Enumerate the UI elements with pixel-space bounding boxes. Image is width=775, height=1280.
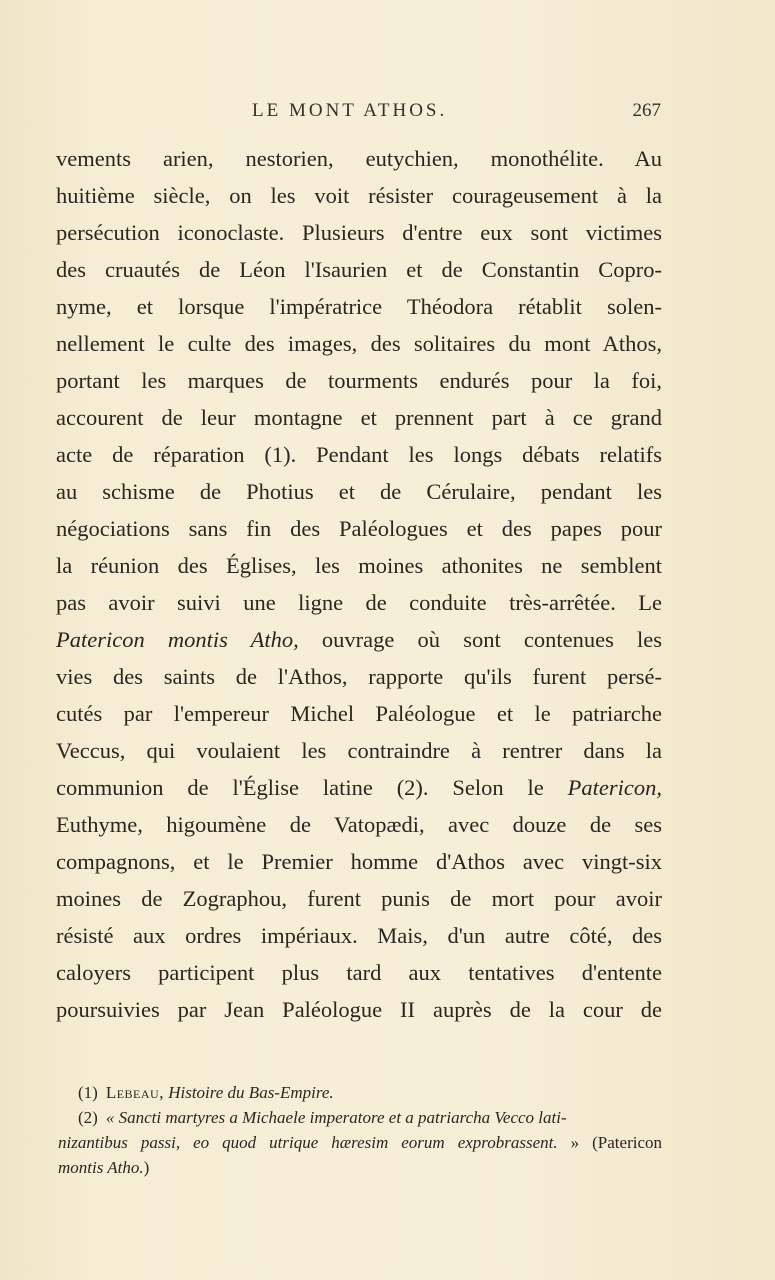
text-line [56,621,662,658]
running-head [56,100,661,130]
footnote-2-line-2 [58,1130,662,1155]
footnote-2-line-1 [58,1105,662,1130]
text-line: vements arien, nestorien, eutychien, monothélite. Au [56,146,662,171]
text-line: persécution iconoclaste. Plusieurs d'entre eux sont victimes [56,220,662,245]
footnote-marker: (1) [78,1083,98,1102]
italic-title: Patericon montis Atho, [56,627,299,652]
footnote-title: montis Atho. [58,1158,144,1177]
text-line: la réunion des Églises, les moines athonites ne semblent [56,553,662,578]
italic-title: Patericon, [567,775,662,800]
text-line: nyme, et lorsque l'impératrice Théodora rétablit solen- [56,294,662,319]
text-line [56,769,662,806]
text-line: au schisme de Photius et de Cérulaire, pendant les [56,479,662,504]
page-number: 267 [632,100,661,121]
text-line: Veccus, qui voulaient les contraindre à rentrer dans la [56,738,662,763]
footnote-quote: « Sancti martyres a Michaele imperatore et a patriarcha Vecco lati- [105,1108,567,1127]
text-line: moines de Zographou, furent punis de mort pour avoir [56,886,662,911]
text-line: acte de réparation (1). Pendant les longs débats relatifs [56,442,662,467]
text-run: communion de l'Église latine (2). Selon le [56,775,568,800]
text-line: Euthyme, higoumène de Vatopædi, avec douze de ses [56,812,662,837]
text-line: caloyers participent plus tard aux tentatives d'entente [56,960,662,985]
text-line: vies des saints de l'Athos, rapporte qu'ils furent persé- [56,664,662,689]
text-run: ouvrage où sont contenues les [298,627,662,652]
text-line: accourent de leur montagne et prennent part à ce grand [56,405,662,430]
text-line: cutés par l'empereur Michel Paléologue et le patriarche [56,701,662,726]
running-title: LE MONT ATHOS. [252,100,448,121]
text-line: huitième siècle, on les voit résister courageusement à la [56,183,662,208]
footnote-title: Histoire du Bas-Empire. [168,1083,334,1102]
footnote-text: ) [143,1158,150,1177]
text-line: poursuivies par Jean Paléologue II auprès de la cour de [56,997,662,1022]
footnote-1 [58,1080,662,1105]
footnote-quote: nizantibus passi, eo quod utrique hæresim eorum exprobrassent. [58,1133,558,1152]
text-line: nellement le culte des images, des solitaires du mont Athos, [56,331,662,356]
text-line: portant les marques de tourments endurés pour la foi, [56,368,662,393]
footnote-marker: (2) [78,1108,98,1127]
text-line: des cruautés de Léon l'Isaurien et de Constantin Copro- [56,257,662,282]
text-line: résisté aux ordres impériaux. Mais, d'un autre côté, des [56,923,662,948]
footnote-2-line-3 [58,1155,662,1180]
text-line: pas avoir suivi une ligne de conduite très-arrêtée. Le [56,590,662,615]
body-text [56,140,662,1028]
text-line: compagnons, et le Premier homme d'Athos avec vingt-six [56,849,662,874]
text-line: négociations sans fin des Paléologues et des papes pour [56,516,662,541]
footnote-author: Lebeau, [105,1083,164,1102]
footnote-text: » (Patericon [557,1133,663,1152]
footnotes [58,1080,662,1180]
